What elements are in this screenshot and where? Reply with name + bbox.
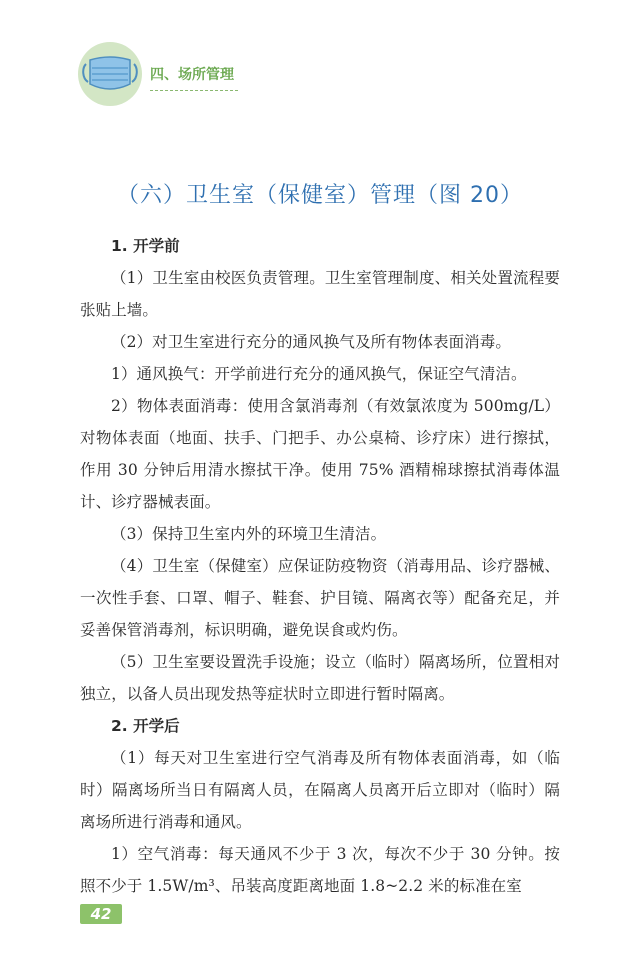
header-divider: [150, 90, 238, 91]
subheading-after-school: 2. 开学后: [111, 717, 180, 735]
chapter-badge: [78, 42, 142, 106]
chapter-title: 四、场所管理: [150, 67, 234, 83]
section-title: （六）卫生室（保健室）管理（图 20）: [117, 183, 523, 208]
paragraph: 1）空气消毒：每天通风不少于 3 次，每次不少于 30 分钟。按照不少于 1.5W/m³、吊装高度距离地面 1.8~2.2 米的标准在室: [80, 845, 560, 895]
paragraph: 1）通风换气：开学前进行充分的通风换气，保证空气清洁。: [111, 365, 527, 383]
paragraph: （1）每天对卫生室进行空气消毒及所有物体表面消毒，如（临时）隔离场所当日有隔离人员，在隔离人员离开后立即对（临时）隔离场所进行消毒和通风。: [80, 749, 560, 831]
body-text: [80, 230, 560, 902]
paragraph: （5）卫生室要设置洗手设施；设立（临时）隔离场所，位置相对独立，以备人员出现发热等症状时立即进行暂时隔离。: [80, 653, 560, 703]
paragraph: （1）卫生室由校医负责管理。卫生室管理制度、相关处置流程要张贴上墙。: [80, 269, 560, 319]
page-number: 42: [80, 904, 122, 924]
paragraph: 2）物体表面消毒：使用含氯消毒剂（有效氯浓度为 500mg/L）对物体表面（地面、扶手、门把手、办公桌椅、诊疗床）进行擦拭，作用 30 分钟后用清水擦拭干净。使用 75% 酒精棉球擦拭消毒体温计、诊疗器械表面。: [80, 397, 560, 511]
face-mask-icon: [82, 50, 138, 98]
chapter-header: [78, 42, 278, 108]
paragraph: （3）保持卫生室内外的环境卫生清洁。: [111, 525, 387, 543]
paragraph: （2）对卫生室进行充分的通风换气及所有物体表面消毒。: [111, 333, 511, 351]
subheading-before-school: 1. 开学前: [111, 237, 180, 255]
paragraph: （4）卫生室（保健室）应保证防疫物资（消毒用品、诊疗器械、一次性手套、口罩、帽子、鞋套、护目镜、隔离衣等）配备充足，并妥善保管消毒剂，标识明确，避免误食或灼伤。: [80, 557, 560, 639]
